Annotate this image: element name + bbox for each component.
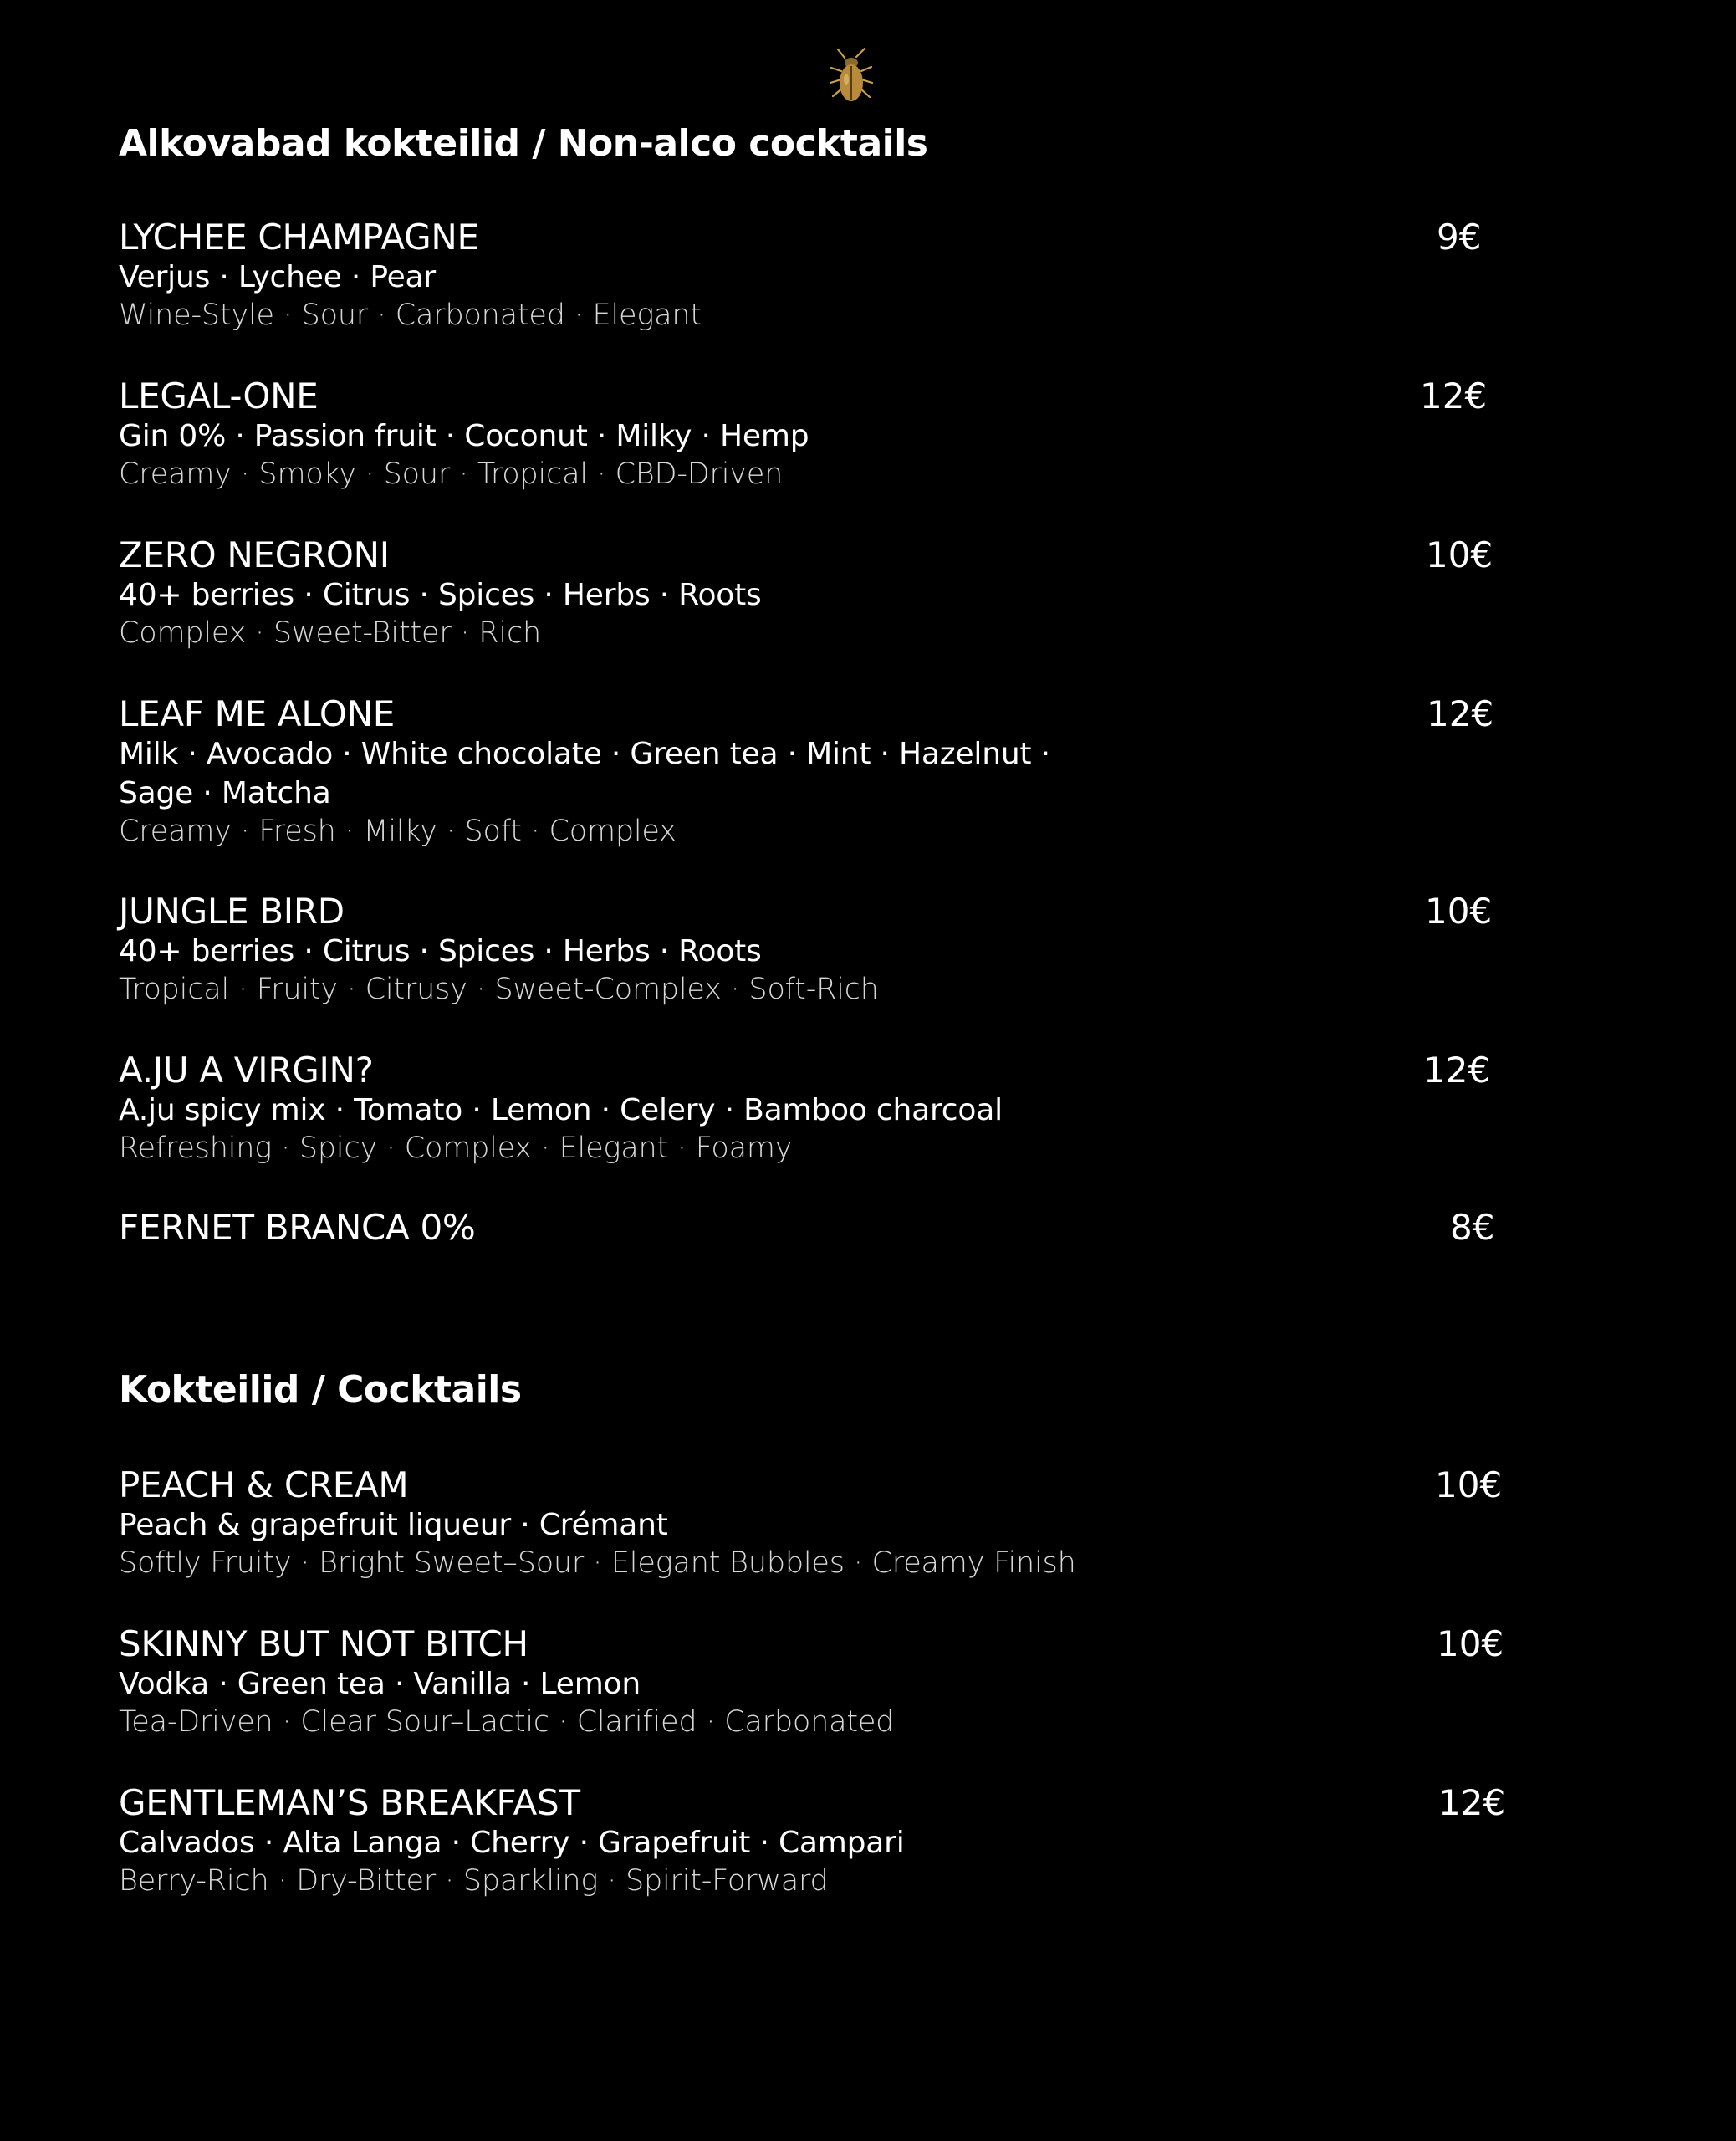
item-ingredients: Gin 0% · Passion fruit · Coconut · Milky · Hemp — [119, 419, 809, 453]
menu-item-zero-negroni — [119, 535, 1499, 651]
item-price: 9€ — [1437, 217, 1482, 258]
item-profile: Refreshing · Spicy · Complex · Elegant · Foamy — [119, 1132, 793, 1165]
menu-item-aju-a-virgin — [119, 1050, 1499, 1167]
item-profile: Creamy · Fresh · Milky · Soft · Complex — [119, 815, 677, 848]
item-profile: Softly Fruity · Bright Sweet–Sour · Elegant Bubbles · Creamy Finish — [119, 1546, 1076, 1580]
section-title-non-alco: Alkovabad kokteilid / Non-alco cocktails — [119, 122, 928, 165]
item-ingredients: Vodka · Green tea · Vanilla · Lemon — [119, 1667, 641, 1701]
item-profile: Wine-Style · Sour · Carbonated · Elegant — [119, 299, 702, 332]
item-profile: Tea-Driven · Clear Sour–Lactic · Clarified · Carbonated — [119, 1705, 895, 1739]
item-name: ZERO NEGRONI — [119, 534, 390, 575]
item-name: LEGAL-ONE — [119, 376, 319, 416]
item-ingredients: Peach & grapefruit liqueur · Crémant — [119, 1508, 668, 1542]
item-name: SKINNY BUT NOT BITCH — [119, 1623, 528, 1664]
menu-item-jungle-bird — [119, 892, 1499, 1008]
item-ingredients: 40+ berries · Citrus · Spices · Herbs · Roots — [119, 578, 762, 612]
item-price: 10€ — [1437, 1623, 1504, 1664]
item-price: 12€ — [1423, 1050, 1491, 1091]
menu-item-lychee-champagne — [119, 217, 1499, 334]
menu-item-skinny-but-not-bitch — [119, 1623, 1504, 1740]
menu-item-leaf-me-alone — [119, 694, 1499, 850]
item-ingredients: A.ju spicy mix · Tomato · Lemon · Celery · Bamboo charcoal — [119, 1093, 1003, 1127]
item-ingredients: Milk · Avocado · White chocolate · Green tea · Mint · Hazelnut · Sage · Matcha — [119, 737, 1050, 810]
item-profile: Tropical · Fruity · Citrusy · Sweet-Complex · Soft-Rich — [119, 973, 879, 1006]
item-profile: Complex · Sweet-Bitter · Rich — [119, 616, 541, 650]
item-price: 10€ — [1426, 534, 1493, 575]
beetle-icon — [826, 46, 876, 106]
item-name: FERNET BRANCA 0% — [119, 1207, 476, 1248]
item-price: 10€ — [1435, 1464, 1503, 1505]
item-name: A.JU A VIRGIN? — [119, 1050, 374, 1091]
item-ingredients: Calvados · Alta Langa · Cherry · Grapefruit · Campari — [119, 1826, 905, 1860]
section-title-cocktails: Kokteilid / Cocktails — [119, 1368, 522, 1411]
menu-item-fernet-branca — [119, 1208, 1499, 1248]
item-name: GENTLEMAN’S BREAKFAST — [119, 1782, 580, 1823]
item-ingredients: Verjus · Lychee · Pear — [119, 260, 437, 294]
item-ingredients: 40+ berries · Citrus · Spices · Herbs · Roots — [119, 934, 762, 968]
menu-item-gentlemans-breakfast — [119, 1782, 1506, 1899]
item-name: JUNGLE BIRD — [119, 891, 345, 932]
item-price: 12€ — [1438, 1782, 1506, 1823]
item-profile: Creamy · Smoky · Sour · Tropical · CBD-Driven — [119, 457, 784, 491]
item-price: 12€ — [1420, 376, 1488, 416]
menu-item-legal-one — [119, 376, 1499, 493]
item-name: PEACH & CREAM — [119, 1464, 409, 1505]
item-name: LYCHEE CHAMPAGNE — [119, 217, 479, 258]
item-price: 12€ — [1427, 693, 1494, 734]
item-profile: Berry-Rich · Dry-Bitter · Sparkling · Spirit-Forward — [119, 1864, 829, 1898]
item-price: 10€ — [1425, 891, 1493, 932]
item-price: 8€ — [1450, 1207, 1495, 1248]
menu-item-peach-cream — [119, 1464, 1503, 1581]
item-name: LEAF ME ALONE — [119, 693, 396, 734]
